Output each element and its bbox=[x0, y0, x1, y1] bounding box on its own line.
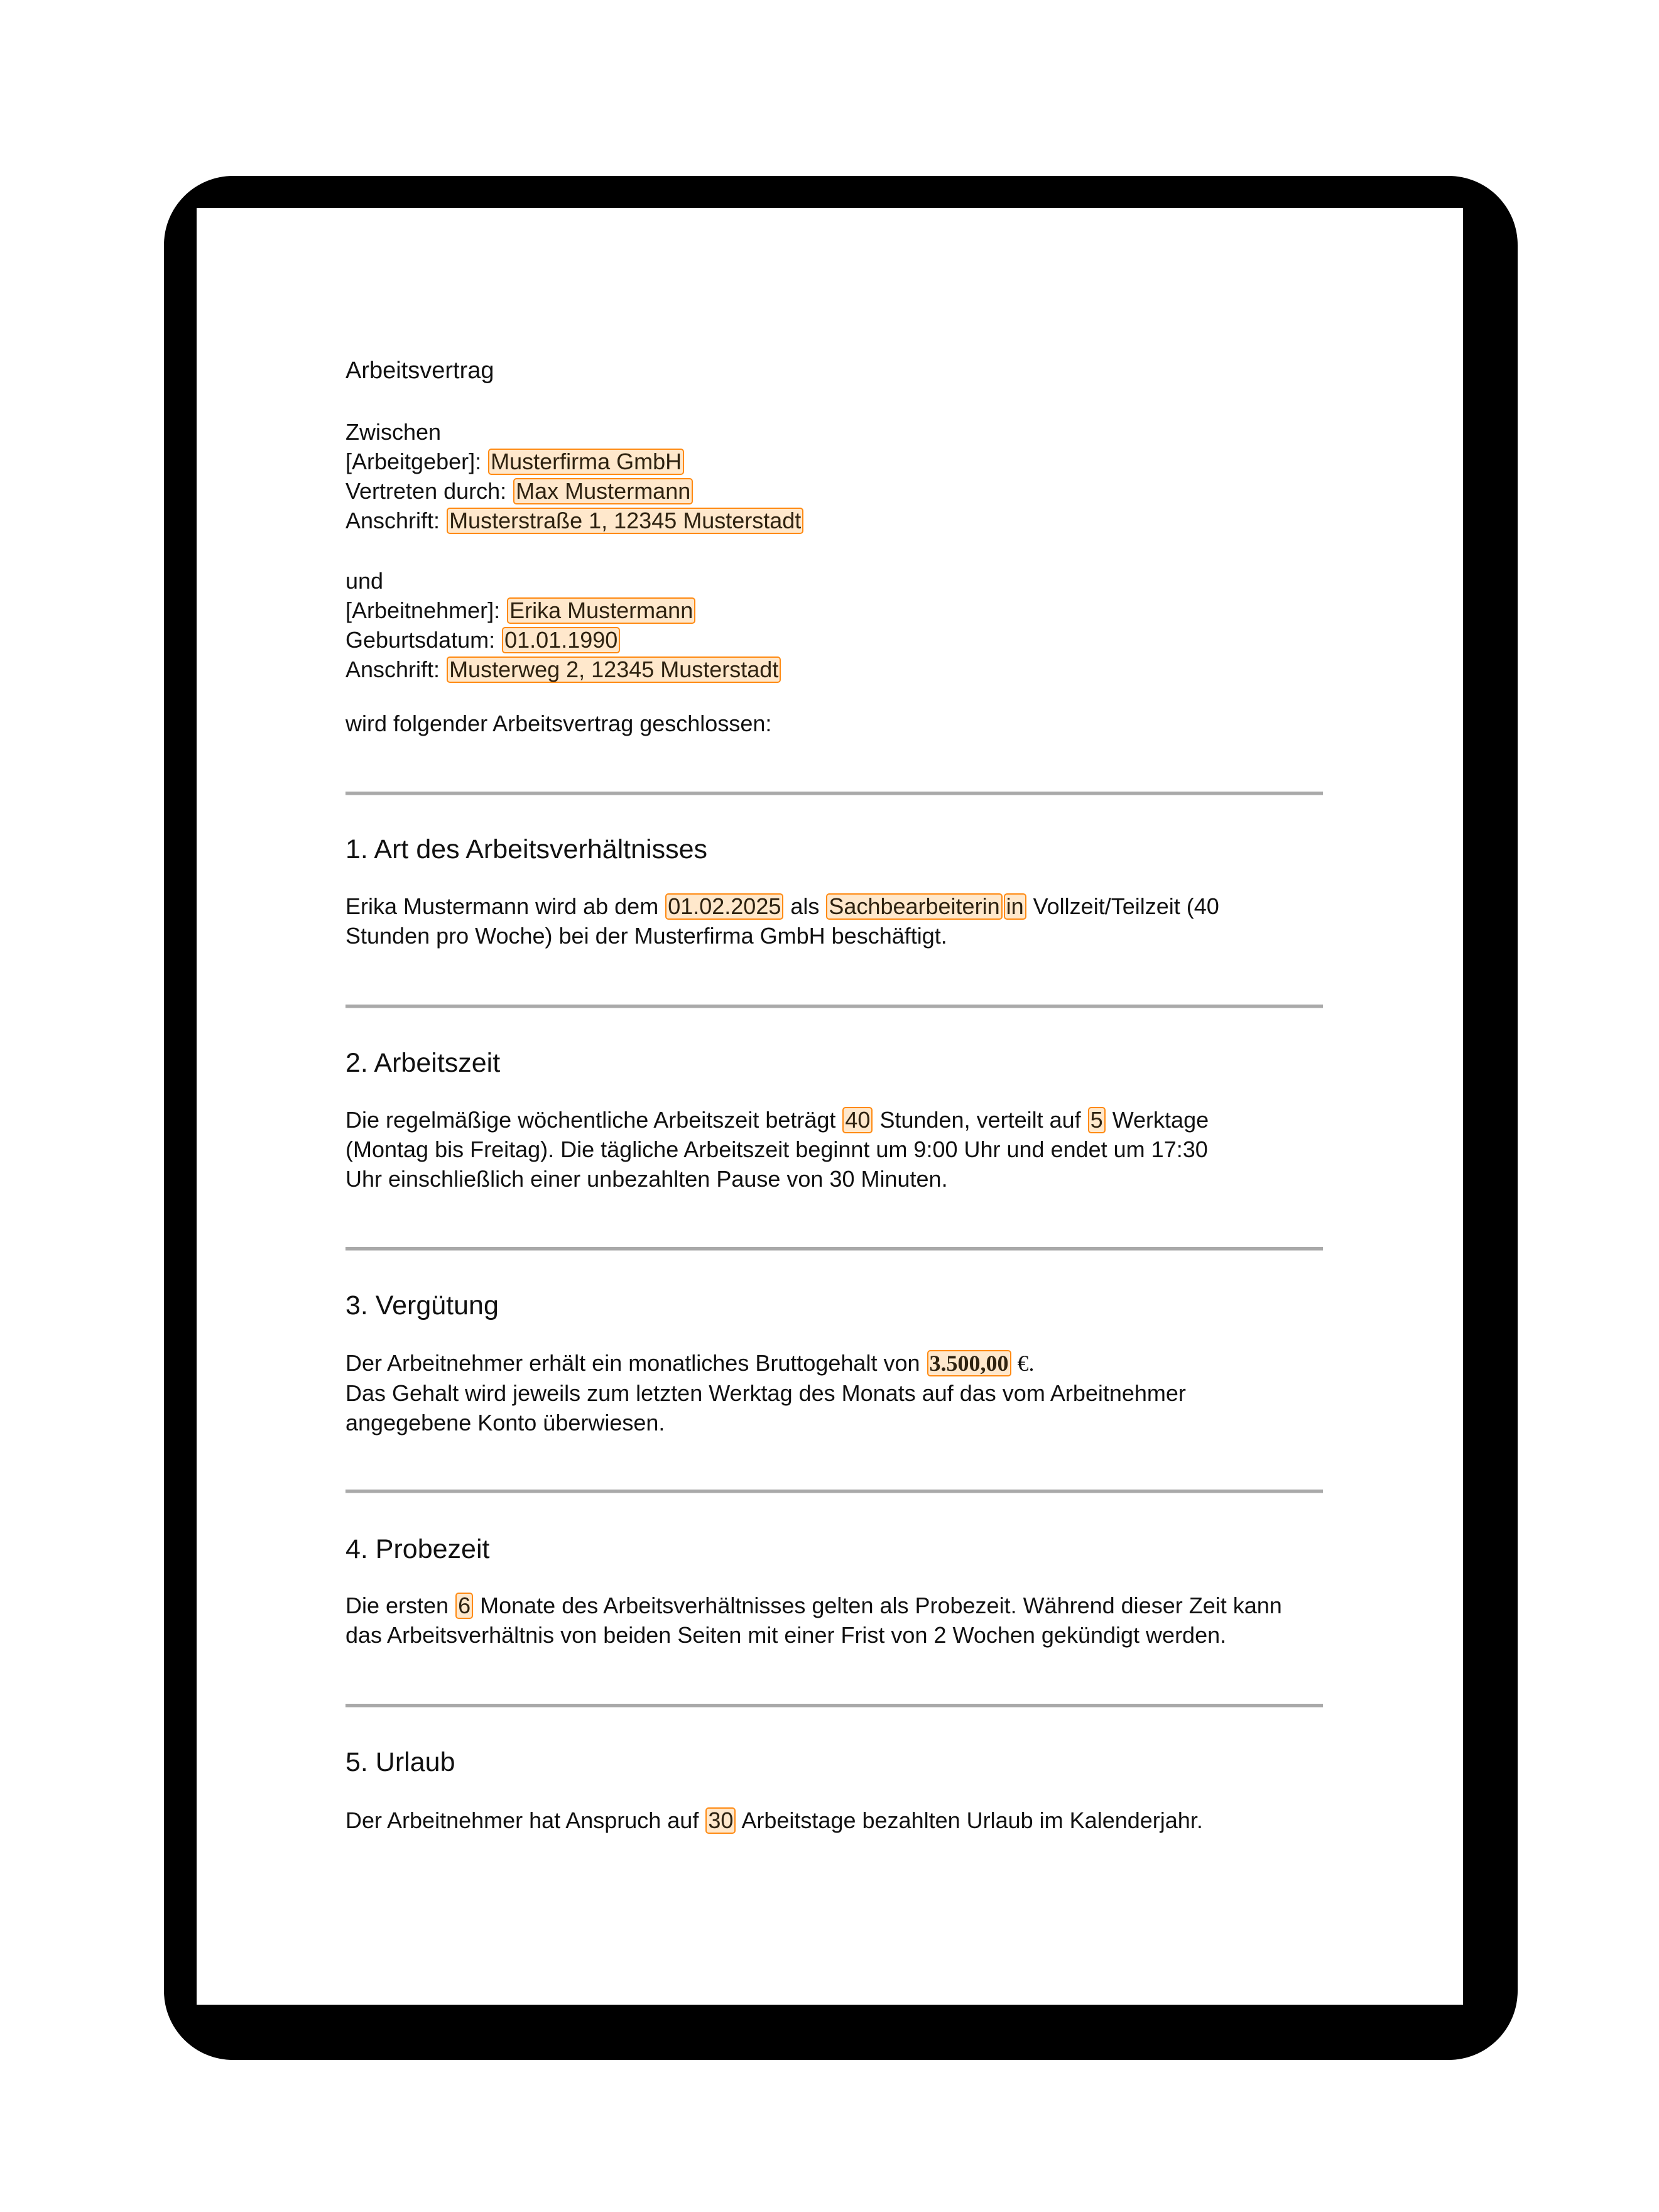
section-divider bbox=[345, 1247, 1323, 1251]
closing-text: wird folgender Arbeitsvertrag geschlossen: bbox=[345, 711, 772, 736]
section-3-heading: 3. Vergütung bbox=[345, 1290, 499, 1321]
intro-text: Zwischen bbox=[345, 419, 442, 445]
represented-line bbox=[345, 476, 1325, 506]
text-line: (Montag bis Freitag). Die tägliche Arbeitszeit beginnt um 9:00 Uhr und endet um 17:30 bbox=[345, 1136, 1208, 1162]
section-divider bbox=[345, 792, 1323, 795]
employer-label: [Arbeitgeber]: bbox=[345, 449, 488, 474]
text-line: Uhr einschließlich einer unbezahlten Pause von 30 Minuten. bbox=[345, 1166, 948, 1192]
parties-employer-block bbox=[345, 417, 1325, 535]
text-run: Erika Mustermann wird ab dem bbox=[345, 893, 665, 919]
represented-label: Vertreten durch: bbox=[345, 478, 513, 504]
employee-address-label: Anschrift: bbox=[345, 657, 447, 682]
section-5-heading: 5. Urlaub bbox=[345, 1747, 455, 1777]
text-run: Monate des Arbeitsverhältnisses gelten als Probezeit. Während dieser Zeit kann bbox=[474, 1593, 1282, 1618]
employee-address-line bbox=[345, 655, 1325, 684]
position-suffix-field[interactable]: in bbox=[1004, 893, 1026, 920]
represented-field[interactable]: Max Mustermann bbox=[513, 478, 693, 504]
document-title: Arbeitsvertrag bbox=[345, 357, 494, 384]
start-date-field[interactable]: 01.02.2025 bbox=[665, 893, 783, 920]
birthdate-field[interactable]: 01.01.1990 bbox=[502, 627, 620, 653]
vacation-days-field[interactable]: 30 bbox=[705, 1807, 736, 1834]
text-run: Werktage bbox=[1106, 1107, 1209, 1133]
section-1-paragraph bbox=[345, 891, 1325, 951]
section-divider bbox=[345, 1490, 1323, 1493]
employer-address-line bbox=[345, 506, 1325, 535]
employer-line bbox=[345, 447, 1325, 476]
text-run: Die regelmäßige wöchentliche Arbeitszeit beträgt bbox=[345, 1107, 842, 1133]
section-4-paragraph bbox=[345, 1591, 1325, 1650]
text-run: Die ersten bbox=[345, 1593, 455, 1618]
section-3-paragraph bbox=[345, 1348, 1325, 1437]
workdays-field[interactable]: 5 bbox=[1088, 1107, 1106, 1133]
parties-employee-block bbox=[345, 566, 1325, 684]
text-run: Vollzeit/Teilzeit (40 bbox=[1026, 893, 1219, 919]
birthdate-line bbox=[345, 625, 1325, 655]
device-screen bbox=[197, 208, 1463, 2005]
employee-label: [Arbeitnehmer]: bbox=[345, 597, 507, 623]
section-4-heading: 4. Probezeit bbox=[345, 1534, 490, 1564]
contract-document bbox=[197, 208, 1463, 2005]
employee-address-field[interactable]: Musterweg 2, 12345 Musterstadt bbox=[447, 657, 781, 683]
employee-line bbox=[345, 596, 1325, 625]
section-1-heading: 1. Art des Arbeitsverhältnisses bbox=[345, 834, 708, 864]
section-divider bbox=[345, 1704, 1323, 1708]
and-text: und bbox=[345, 568, 384, 594]
text-run: Der Arbeitnehmer erhält ein monatliches Bruttogehalt von bbox=[345, 1350, 927, 1376]
section-2-heading: 2. Arbeitszeit bbox=[345, 1048, 501, 1078]
birthdate-label: Geburtsdatum: bbox=[345, 627, 502, 653]
text-line: Stunden pro Woche) bei der Musterfirma GmbH beschäftigt. bbox=[345, 923, 947, 949]
text-run: Stunden, verteilt auf bbox=[873, 1107, 1087, 1133]
currency-text: €. bbox=[1011, 1351, 1035, 1376]
text-run: als bbox=[784, 893, 826, 919]
employer-address-field[interactable]: Musterstraße 1, 12345 Musterstadt bbox=[447, 508, 803, 534]
text-line: Das Gehalt wird jeweils zum letzten Werktag des Monats auf das vom Arbeitnehmer bbox=[345, 1380, 1186, 1406]
salary-field[interactable]: 3.500,00 bbox=[927, 1350, 1011, 1376]
text-line: angegebene Konto überwiesen. bbox=[345, 1410, 665, 1436]
employer-field[interactable]: Musterfirma GmbH bbox=[488, 449, 684, 475]
section-5-paragraph bbox=[345, 1806, 1325, 1835]
section-divider bbox=[345, 1005, 1323, 1008]
weekly-hours-field[interactable]: 40 bbox=[842, 1107, 873, 1133]
position-field[interactable]: Sachbearbeiterin bbox=[826, 893, 1002, 920]
probation-months-field[interactable]: 6 bbox=[455, 1593, 473, 1619]
employee-field[interactable]: Erika Mustermann bbox=[507, 597, 695, 624]
section-2-paragraph bbox=[345, 1105, 1325, 1194]
text-line: das Arbeitsverhältnis von beiden Seiten mit einer Frist von 2 Wochen gekündigt werden. bbox=[345, 1622, 1227, 1648]
employer-address-label: Anschrift: bbox=[345, 508, 447, 533]
text-run: Der Arbeitnehmer hat Anspruch auf bbox=[345, 1807, 705, 1833]
text-run: Arbeitstage bezahlten Urlaub im Kalenderjahr. bbox=[736, 1807, 1203, 1833]
